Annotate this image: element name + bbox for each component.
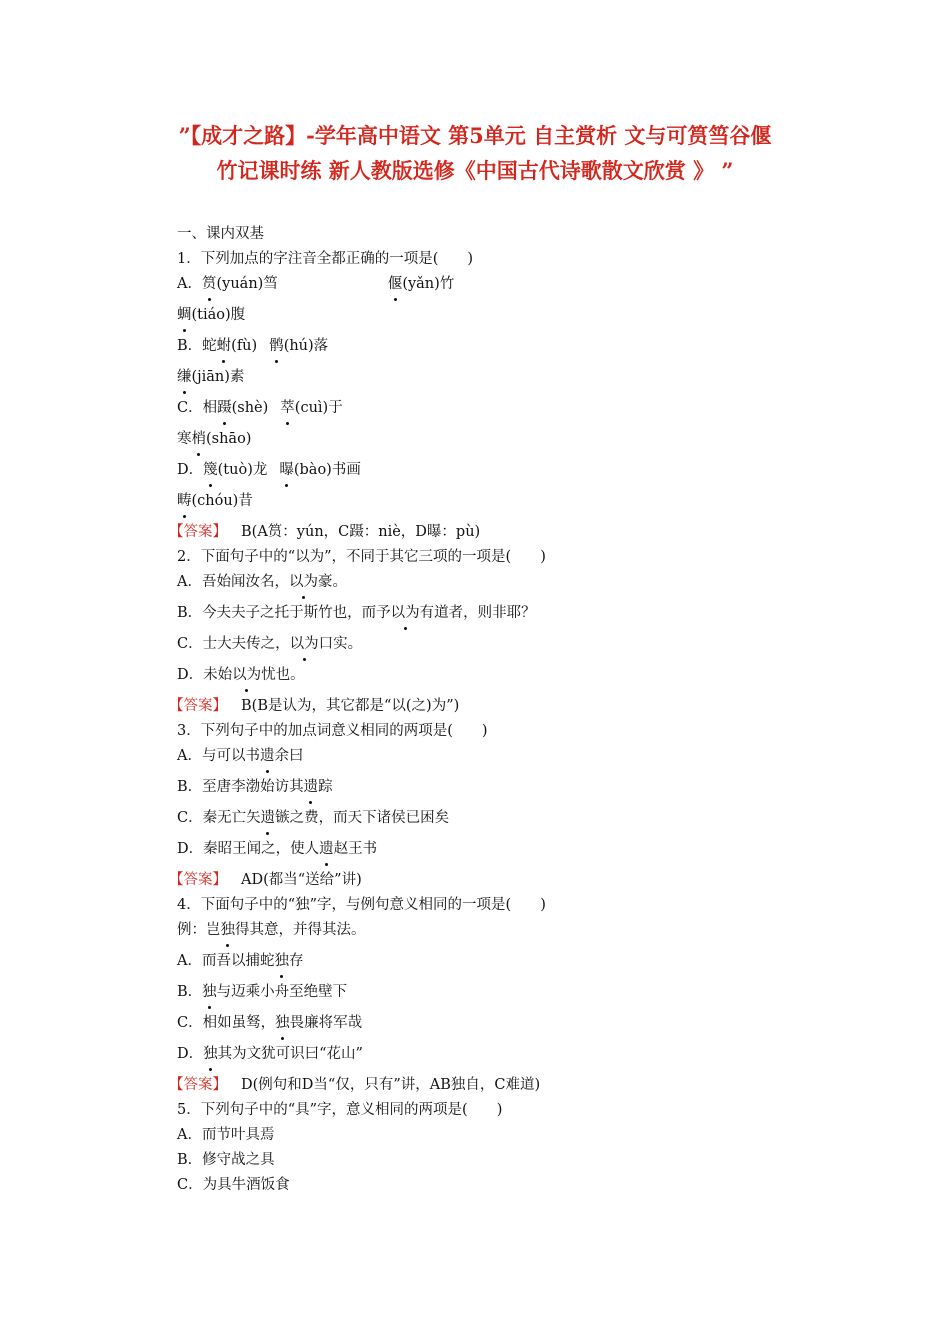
q5-option-a: A．而节叶具焉 [177,1127,275,1143]
dotted-char: 篾 [203,458,218,483]
dotted-char: 梢 [192,427,207,452]
q2-option-c: C．士大夫传之，以为口实。 [177,632,737,657]
q4-stem: 4．下面句子中的“独”字，与例句意义相同的一项是( ) [177,897,546,913]
title-line-2: 竹记课时练 新人教版选修《中国古代诗歌散文欣赏 》 ” [216,158,734,183]
q3-option-a: A．与可以书遗余曰 [177,744,737,769]
dotted-char: 蹑 [217,396,232,421]
q1-option-b: B．蛇蚹(fù) 鹘(hú)落 [177,334,737,359]
document-title [60,118,890,188]
q1-option-a-cont: 蜩(tiáo)腹 [177,303,737,328]
q2-option-a: A．吾始闻汝名，以为豪。 [177,570,737,595]
answer-tag: 【答案】 [169,698,227,714]
q4-option-b: B．独与迈乘小舟至绝壁下 [177,980,737,1005]
dotted-char: 偃 [388,272,403,297]
q4-option-c: C．相如虽驽，独畏廉将军哉 [177,1011,737,1036]
document-body [169,222,737,1198]
q3-option-c: C．秦无亡矢遗镞之费，而天下诸侯已困矣 [177,806,737,831]
q1-option-c: C．相蹑(shè) 萃(cuì)于 [177,396,737,421]
dotted-char: 蜩 [177,303,192,328]
q3-option-d: D．秦昭王闻之，使人遗赵王书 [177,837,737,862]
q4-example: 例：岂独得其意，并得其法。 [177,918,737,943]
dotted-char: 萃 [280,396,295,421]
q1-option-b-cont: 缣(jiān)素 [177,365,737,390]
title-line-1: ”【成才之路】-学年高中语文 第5单元 自主赏析 文与可筼筜谷偃 [178,123,772,148]
dotted-char: 鹘 [269,334,284,359]
q3-stem: 3．下列句子中的加点词意义相同的两项是( ) [177,723,488,739]
q2-answer: 【答案】 B(B是认为，其它都是“以(之)为”) [169,698,460,714]
q2-option-b: B．今夫夫子之托于斯竹也，而予以为有道者，则非耶？ [177,601,737,626]
q3-option-b: B．至唐李渤始访其遗踪 [177,775,737,800]
q3-answer: 【答案】 AD(都当“送给”讲) [169,872,362,888]
answer-tag: 【答案】 [169,1077,227,1093]
q1-stem: 1．下列加点的字注音全都正确的一项是( ) [177,251,474,267]
q4-answer: 【答案】 D(例句和D当“仅，只有”讲，AB独自，C难道) [169,1077,541,1093]
dotted-char: 筼 [202,272,217,297]
answer-tag: 【答案】 [169,524,227,540]
q1-option-d-cont: 畴(chóu)昔 [177,489,737,514]
q1-option-a: A．筼(yuán)筜 偃(yǎn)竹 [177,272,737,297]
q4-option-d: D．独其为文犹可识曰“花山” [177,1042,737,1067]
q2-stem: 2．下面句子中的“以为”，不同于其它三项的一项是( ) [177,549,546,565]
dotted-char: 畴 [177,489,192,514]
section-heading: 一、课内双基 [177,226,264,242]
dotted-char: 缣 [177,365,192,390]
q2-option-d: D．未始以为忧也。 [177,663,737,688]
q1-option-d: D．篾(tuò)龙 曝(bào)书画 [177,458,737,483]
dotted-char: 蚹 [217,334,232,359]
dotted-char: 曝 [279,458,294,483]
q5-option-b: B．修守战之具 [177,1152,275,1168]
q5-option-c: C．为具牛酒饭食 [177,1177,290,1193]
q5-stem: 5．下列句子中的“具”字，意义相同的两项是( ) [177,1102,503,1118]
answer-tag: 【答案】 [169,872,227,888]
q4-option-a: A．而吾以捕蛇独存 [177,949,737,974]
q1-option-c-cont: 寒梢(shāo) [177,427,737,452]
q1-answer: 【答案】 B(A筼：yún，C蹑：niè，D曝：pù) [169,524,481,540]
